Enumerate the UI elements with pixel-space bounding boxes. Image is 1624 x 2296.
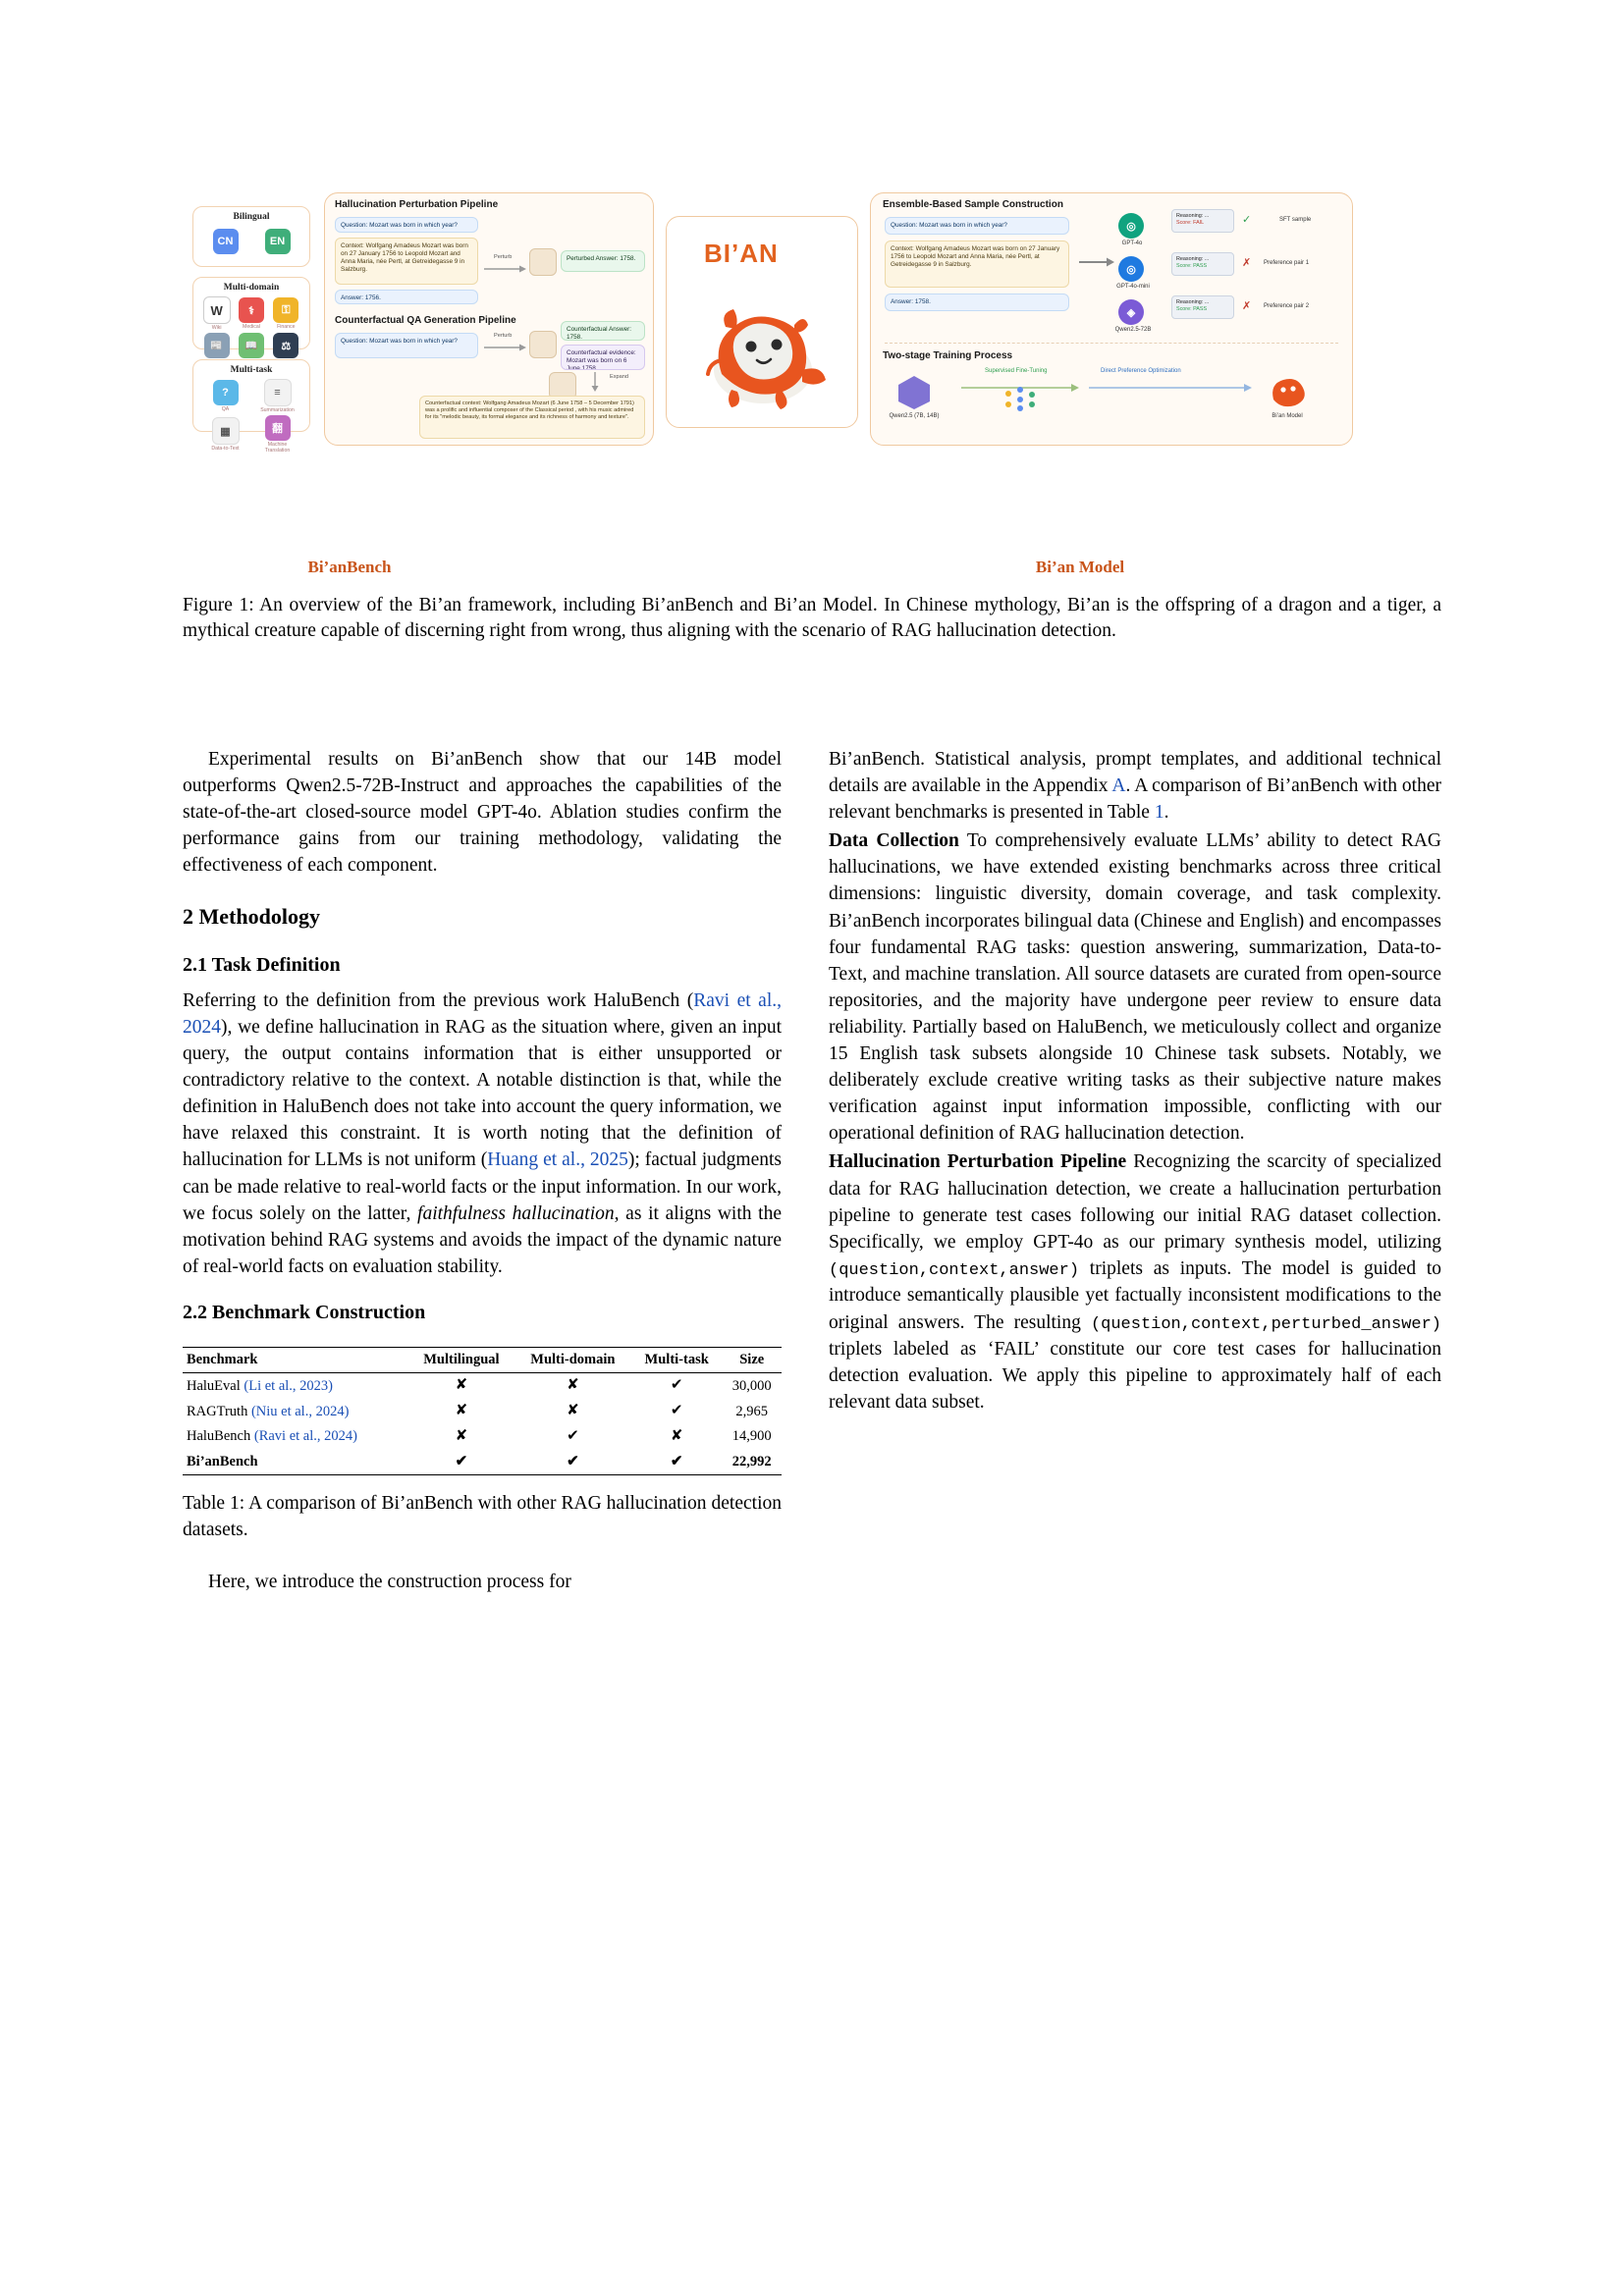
cell-multilingual: ✘ [455, 1428, 468, 1444]
output-model-label: Bi’an Model [1272, 413, 1303, 419]
perturb-arrow-1 [484, 264, 527, 274]
cell-size: 2,965 [735, 1403, 769, 1419]
news-icon: 📰 [204, 333, 230, 358]
model-answer-bubble: Answer: 1758. [885, 294, 1069, 311]
translation-label: Machine Translation [264, 442, 291, 454]
cell-multidomain: ✘ [567, 1377, 579, 1394]
subsection-heading-2-2: 2.2 Benchmark Construction [183, 1301, 426, 1323]
panel-divider [885, 343, 1338, 344]
qwen-label: Qwen2.5-72B [1114, 327, 1152, 333]
legal-icon: ⚖ [273, 333, 298, 358]
judge2-cross-icon: ✗ [1242, 257, 1252, 269]
medical-icon: ⚕ [239, 297, 264, 323]
wiki-label: Wiki [211, 325, 222, 331]
data-collection-paragraph [829, 828, 1441, 1147]
base-model-label: Qwen2.5 (7B, 14B) [889, 413, 940, 419]
cell-size: 22,992 [731, 1454, 772, 1470]
th-multitask: Multi-task [644, 1352, 709, 1368]
task-definition-paragraph [183, 988, 782, 1280]
model-context-bubble: Context: Wolfgang Amadeus Mozart was born on 27 January 1756 to Leopold Mozart and Anna Maria, née Pertl, at Getreidegasse 9 in Salzburg. [885, 240, 1069, 288]
llm-robot-icon-2 [529, 331, 557, 358]
multidomain-title: Multi-domain [223, 283, 280, 293]
summarization-label: Summarization [260, 407, 295, 413]
bilingual-item-cn [208, 229, 243, 254]
comparison-table [183, 1347, 782, 1476]
cf-evidence-bubble: Counterfactual evidence: Mozart was born on 6 June 1758 [561, 345, 645, 370]
figure-box-bilingual [192, 206, 310, 267]
qwen-base-model-icon [893, 372, 936, 411]
cell-multilingual: ✔ [455, 1453, 468, 1469]
intro-paragraph: Experimental results on Bi’anBench show that our 14B model outperforms Qwen2.5-72B-Instruct and approaches the capabilities of the state-of-the-art closed-source model GPT-4o. Ablation studies confirm the performance gains from our training methodology, validating the effectiveness of each component. [183, 749, 782, 877]
bian-model-caption: Bi’an Model [1035, 558, 1125, 576]
row-benchmark-name: Bi’anBench [187, 1454, 258, 1470]
task-def-italic: faithfulness hallucination [417, 1202, 615, 1224]
right-p1-part3: . [1164, 802, 1169, 824]
row-benchmark-name [183, 1424, 408, 1450]
cell-size: 30,000 [731, 1377, 772, 1394]
gpt-4o-icon: ◎ [1118, 213, 1144, 239]
domain-item-finance [269, 297, 303, 330]
ensemble-title: Ensemble-Based Sample Construction [883, 199, 1063, 210]
task-def-part2: ), we define hallucination in RAG as the situation where, given an input query, the output contains information that is either unsupported or contradictory relative to the context. A notable distinction is that, while the definition in HaluBench does not take into account the query information, we have relaxed this constraint. It is worth noting that the definition of hallucination for LLMs is not uniform ( [183, 1016, 782, 1171]
preference-pair-2-label: Preference pair 2 [1264, 303, 1310, 309]
benchmark-citation[interactable]: (Niu et al., 2024) [250, 1403, 350, 1419]
translation-icon: 翻 [265, 415, 291, 441]
mono-triplet-1: (question,context,answer) [829, 1260, 1080, 1280]
citation-huang[interactable]: Huang et al., 2025 [487, 1149, 628, 1171]
subsection-heading-2-1: 2.1 Task Definition [183, 954, 341, 977]
dpo-arrow [1089, 382, 1252, 394]
cell-multitask: ✔ [670, 1453, 683, 1469]
bilingual-title: Bilingual [233, 212, 270, 222]
left-text-column [183, 746, 782, 1597]
cell-multitask: ✔ [670, 1377, 683, 1394]
training-process-title: Two-stage Training Process [883, 350, 1013, 361]
bianbench-pipelines-panel [324, 192, 654, 446]
gpt-4o-mini-label: GPT-4o-mini [1116, 284, 1150, 290]
table-link[interactable]: 1 [1154, 802, 1164, 824]
cell-size: 14,900 [731, 1428, 772, 1445]
figure-box-multitask [192, 359, 310, 454]
finance-icon: ⚿ [273, 297, 298, 323]
perturbation-heading: Hallucination Perturbation Pipeline [829, 1151, 1127, 1173]
gpt-4o-mini-icon: ◎ [1118, 256, 1144, 282]
perturbation-pipeline-title: Hallucination Perturbation Pipeline [335, 199, 499, 210]
bian-mascot-illustration [692, 276, 836, 415]
table-row [183, 1399, 782, 1424]
table-header-row [183, 1347, 782, 1372]
cell-multitask: ✘ [670, 1428, 683, 1444]
perturb-arrow-label-1: Perturb [494, 254, 513, 260]
task-item-qa [208, 380, 243, 412]
section-heading-2: 2 Methodology [183, 904, 320, 930]
cf-arrow-label-perturb: Perturb [494, 333, 513, 339]
judge1-check-icon: ✓ [1242, 214, 1252, 226]
benchmark-label: HaluBench [187, 1428, 251, 1445]
judge3-cross-icon: ✗ [1242, 300, 1252, 312]
gpt-4o-label: GPT-4o [1121, 240, 1143, 246]
judge3-reasoning: Reasoning: ... [1176, 299, 1210, 305]
table-caption: Table 1: A comparison of Bi’anBench with other RAG hallucination detection datasets. [183, 1493, 782, 1540]
judge1-reasoning: Reasoning: ... [1176, 213, 1210, 219]
ensemble-arrow [1079, 256, 1114, 268]
right-paragraph-1 [829, 746, 1441, 826]
summarization-icon: ≡ [264, 379, 292, 406]
figure-caption: Figure 1: An overview of the Bi’an framework, including Bi’anBench and Bi’an Model. In Chinese mythology, Bi’an is the offspring of a dragon and a tiger, a mythical creature capable of discerning right from wrong, thus aligning with the scenario of RAG hallucination detection. [183, 595, 1441, 642]
qa-icon: ? [213, 380, 239, 405]
sft-sample-label: SFT sample [1279, 217, 1312, 223]
judge2-reasoning: Reasoning: ... [1176, 256, 1210, 262]
judge1-score: Score: FAIL [1176, 220, 1205, 227]
th-multilingual: Multilingual [423, 1352, 500, 1368]
domain-item-wiki [199, 296, 234, 331]
dpo-stage-label: Direct Preference Optimization [1101, 368, 1181, 374]
cf-arrow-1 [484, 343, 527, 352]
en-icon: EN [265, 229, 291, 254]
figure-spacer [192, 446, 654, 447]
wiki-icon: W [203, 296, 231, 324]
perturbation-paragraph [829, 1148, 1441, 1415]
data-to-text-label: Data-to-Text [211, 446, 240, 452]
closing-paragraph: Here, we introduce the construction process for [208, 1571, 571, 1592]
counterfactual-pipeline-title: Counterfactual QA Generation Pipeline [335, 315, 516, 326]
citation-ravi[interactable]: Ravi et al., 2024 [183, 989, 783, 1038]
th-benchmark: Benchmark [187, 1352, 258, 1368]
task-item-summarization [260, 379, 295, 413]
benchmark-citation[interactable]: (Li et al., 2023) [244, 1377, 333, 1394]
task-def-part4: , as it aligns with the motivation behind RAG systems and avoids the impact of the dynamic nature of real-world facts on evaluation stability. [183, 1202, 783, 1277]
perturb-context-bubble: Context: Wolfgang Amadeus Mozart was born on 27 January 1756 to Leopold Mozart and Anna Maria, née Pertl, at Getreidegasse 9 in Salzburg. [335, 238, 478, 285]
perturb-answer-bubble: Answer: 1756. [335, 290, 478, 304]
cell-multidomain: ✘ [567, 1403, 579, 1419]
model-question-bubble: Question: Mozart was born in which year? [885, 217, 1069, 235]
training-nodes-icon [1002, 386, 1036, 411]
right-p1-part2: . A comparison of Bi’anBench with other relevant benchmarks is presented in Table [829, 775, 1442, 824]
cell-multilingual: ✘ [455, 1377, 468, 1394]
domain-item-medical [235, 297, 269, 330]
multitask-title: Multi-task [230, 365, 273, 375]
cell-multilingual: ✘ [455, 1403, 468, 1419]
bilingual-item-en [260, 229, 295, 254]
th-multidomain: Multi-domain [530, 1352, 616, 1368]
mono-triplet-2: (question,context,perturbed_answer) [1090, 1314, 1441, 1334]
cf-arrow-label-expand: Expand [610, 374, 628, 380]
table-row [183, 1424, 782, 1450]
perturbation-body-1: Recognizing the scarcity of specialized data for RAG hallucination detection, we create a hallucination perturbation pipeline to generate test cases following our initial RAG dataset collection. Specifically, we employ GPT-4o as our primary synthesis model, utilizing [829, 1151, 1441, 1253]
right-p1-part1: Bi’anBench. Statistical analysis, prompt templates, and additional technical details are available in the Appendix [829, 749, 1441, 797]
finance-label: Finance [277, 324, 296, 330]
cf-question-bubble: Question: Mozart was born in which year? [335, 333, 478, 358]
task-item-translation [260, 415, 295, 454]
perturbation-body-3: triplets labeled as ‘FAIL’ constitute our core test cases for hallucination detection evaluation. We apply this pipeline to approximately half of each relevant data subset. [829, 1339, 1441, 1414]
appendix-link[interactable]: A [1111, 775, 1126, 797]
table-row [183, 1449, 782, 1474]
right-text-column [829, 746, 1441, 1417]
comparison-table-wrap [183, 1347, 782, 1543]
cf-arrow-2 [590, 372, 600, 392]
benchmark-label: HaluEval [187, 1377, 241, 1394]
perturb-question-bubble: Question: Mozart was born in which year? [335, 217, 478, 233]
row-benchmark-name [183, 1372, 408, 1398]
sft-stage-label: Supervised Fine-Tuning [985, 368, 1048, 374]
llm-robot-icon [529, 248, 557, 276]
benchmark-citation[interactable]: (Ravi et al., 2024) [253, 1428, 357, 1445]
benchmark-label: RAGTruth [187, 1403, 248, 1419]
mascot-panel [666, 216, 858, 428]
cell-multidomain: ✔ [567, 1453, 579, 1469]
perturbation-body-2: triplets as inputs. The model is guided to introduce semantically plausible yet factually inconsistent modifications to the original answers. The resulting [829, 1257, 1441, 1333]
brand-title: BI’AN [704, 239, 779, 268]
row-benchmark-name [183, 1399, 408, 1424]
figure-1 [183, 192, 1439, 556]
cn-icon: CN [213, 229, 239, 254]
bian-model-icon [1264, 368, 1311, 411]
perturbed-answer-bubble: Perturbed Answer: 1758. [561, 250, 645, 272]
data-to-text-icon: ▦ [212, 417, 240, 445]
task-def-part3: ); factual judgments can be made relative to real-world facts or the input information. In our work, we focus solely on the latter, [183, 1149, 782, 1224]
judge3-score: Score: PASS [1176, 306, 1208, 313]
bian-model-panel [870, 192, 1353, 446]
figure-box-multidomain [192, 277, 310, 352]
bianbench-caption: Bi’anBench [307, 558, 392, 576]
th-size: Size [739, 1352, 765, 1368]
cf-answer-bubble: Counterfactual Answer: 1758. [561, 321, 645, 341]
cell-multitask: ✔ [670, 1403, 683, 1419]
data-collection-body: To comprehensively evaluate LLMs’ ability to detect RAG hallucinations, we have extended existing benchmarks across three critical dimensions: linguistic diversity, domain coverage, and task complexity. Bi’anBench incorporates bilingual data (Chinese and English) and encompasses four fundamental RAG tasks: question answering, summarization, Data-to-Text, and machine translation. All source datasets are curated from open-source repositories, and the majority have undergone peer review to ensure data reliability. Partially based on HaluBench, we meticulously collect and organize 15 English task subsets alongside 10 Chinese task subsets. Notably, we deliberately exclude creative writing tasks as their subjective nature makes verification against input information impossible, conflicting with our operational definition of RAG hallucination detection. [829, 830, 1441, 1145]
judge2-score: Score: PASS [1176, 263, 1208, 270]
qwen-icon: ◈ [1118, 299, 1144, 325]
cf-context-bubble: Counterfactual context: Wolfgang Amadeus Mozart (6 June 1758 – 5 December 1791) was a prolific and influential composer of the Classical period , with his music admired for its "melodic beauty, its formal elegance and its richness of harmony and texture". [419, 396, 645, 439]
cell-multidomain: ✔ [567, 1428, 579, 1444]
academic-icon: 📖 [239, 333, 264, 358]
preference-pair-1-label: Preference pair 1 [1264, 260, 1310, 266]
task-def-part1: Referring to the definition from the previous work HaluBench ( [183, 989, 694, 1011]
medical-label: Medical [243, 324, 260, 330]
qa-label: QA [221, 406, 230, 412]
data-collection-heading: Data Collection [829, 830, 959, 852]
table-row [183, 1372, 782, 1398]
